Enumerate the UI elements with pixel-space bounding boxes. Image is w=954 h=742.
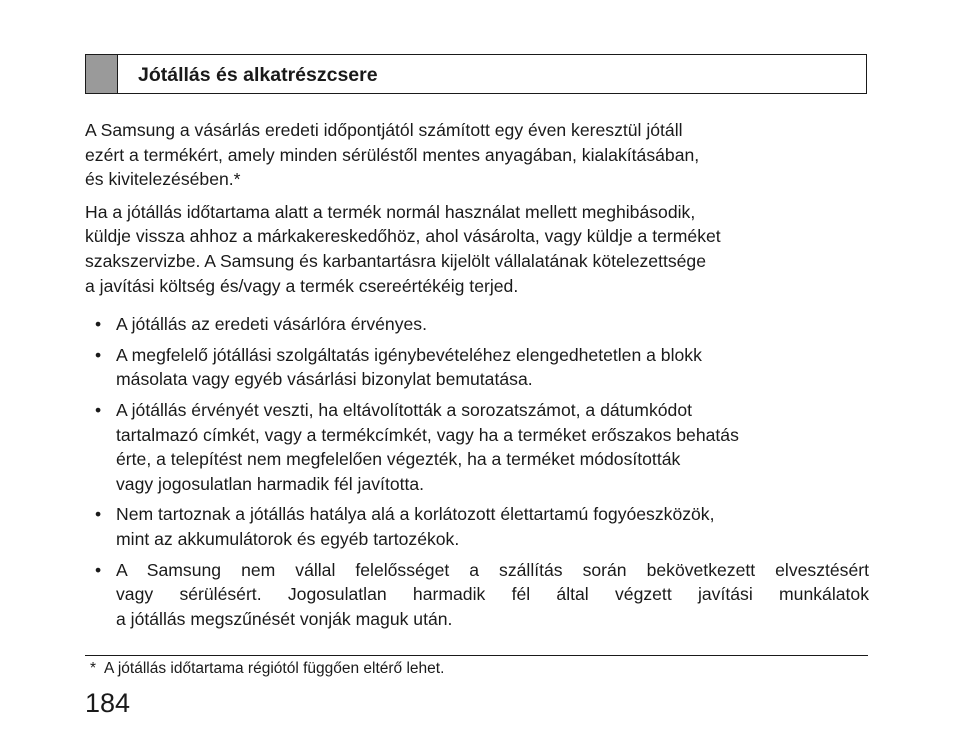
paragraph-line: ezért a termékért, amely minden sérüléstől mentes anyagában, kialakításában, bbox=[85, 144, 700, 165]
paragraph-line: szakszervizbe. A Samsung és karbantartásra kijelölt vállalatának kötelezettsége bbox=[85, 250, 706, 271]
main-content bbox=[85, 118, 869, 637]
list-item-line: tartalmazó címkét, vagy a termékcímkét, vagy ha a terméket erőszakos behatás bbox=[116, 424, 739, 445]
list-item bbox=[85, 502, 869, 551]
list-item-line: vagy sérülésért. Jogosulatlan harmadik fél által végzett javítási munkálatok bbox=[116, 584, 869, 605]
bullet-icon: • bbox=[95, 344, 102, 365]
list-item-line: másolata vagy egyéb vásárlási bizonylat bemutatása. bbox=[116, 369, 533, 390]
list-item-line: A megfelelő jótállási szolgáltatás igénybevételéhez elengedhetetlen a blokk bbox=[116, 344, 702, 365]
list-item bbox=[85, 558, 869, 632]
paragraph-line: és kivitelezésében.* bbox=[85, 169, 241, 190]
list-item-line: a jótállás megszűnését vonják maguk után. bbox=[116, 608, 453, 629]
footnote-divider bbox=[85, 655, 868, 656]
bullet-icon: • bbox=[95, 559, 102, 580]
bullet-icon: • bbox=[95, 399, 102, 420]
paragraph-line: A Samsung a vásárlás eredeti időpontjától számított egy éven keresztül jótáll bbox=[85, 120, 683, 140]
list-item-line: vagy jogosulatlan harmadik fél javította. bbox=[116, 473, 425, 494]
list-item-line: A jótállás érvényét veszti, ha eltávolították a sorozatszámot, a dátumkódot bbox=[116, 399, 693, 420]
footnote bbox=[90, 660, 444, 678]
paragraph-warranty-claim bbox=[85, 200, 869, 298]
paragraph-line: Ha a jótállás időtartama alatt a termék normál használat mellett meghibásodik, bbox=[85, 201, 696, 222]
list-item-line: Nem tartoznak a jótállás hatálya alá a korlátozott élettartamú fogyóeszközök, bbox=[116, 504, 715, 525]
footnote-mark: * bbox=[90, 660, 97, 677]
page-number: 184 bbox=[85, 688, 131, 718]
list-item-line: A Samsung nem vállal felelősséget a szállítás során bekövetkezett elvesztésért bbox=[116, 559, 869, 580]
footnote-text: A jótállás időtartama régiótól függően eltérő lehet. bbox=[104, 660, 445, 677]
paragraph-line: a javítási költség és/vagy a termék csereértékéig terjed. bbox=[85, 275, 519, 296]
paragraph-warranty-scope bbox=[85, 118, 869, 192]
section-heading-box bbox=[85, 54, 867, 94]
paragraph-line: küldje vissza ahhoz a márkakereskedőhöz, ahol vásárolta, vagy küldje a terméket bbox=[85, 226, 721, 247]
bullet-icon: • bbox=[95, 314, 102, 335]
list-item bbox=[85, 343, 869, 392]
section-title: Jótállás és alkatrészcsere bbox=[138, 64, 378, 86]
bullet-icon: • bbox=[95, 504, 102, 525]
list-item bbox=[85, 398, 869, 496]
warranty-conditions-list bbox=[85, 312, 869, 631]
list-item-line: érte, a telepítést nem megfelelően végezték, ha a terméket módosították bbox=[116, 449, 681, 470]
heading-marker bbox=[86, 55, 118, 93]
list-item-line: mint az akkumulátorok és egyéb tartozékok. bbox=[116, 528, 460, 549]
list-item-line: A jótállás az eredeti vásárlóra érvényes. bbox=[116, 314, 427, 335]
list-item bbox=[85, 312, 869, 337]
